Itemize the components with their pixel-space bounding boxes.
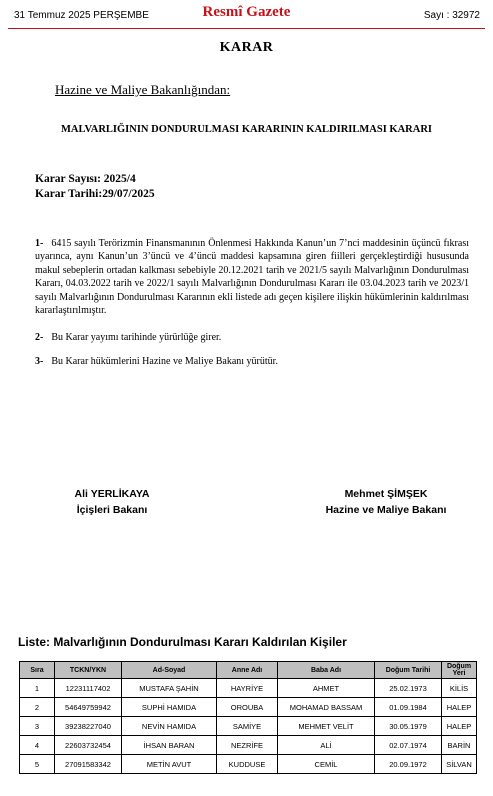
- cell: 22603732454: [55, 736, 122, 755]
- cell: 01.09.1984: [375, 698, 442, 717]
- cell: 5: [20, 755, 55, 774]
- cell: HALEP: [442, 698, 477, 717]
- cell: MOHAMAD BASSAM: [278, 698, 375, 717]
- cell: 30.05.1979: [375, 717, 442, 736]
- cell: HAYRİYE: [217, 679, 278, 698]
- cell: 54649759942: [55, 698, 122, 717]
- decision-subject: MALVARLIĞININ DONDURULMASI KARARININ KALDIRILMASI KARARI: [60, 124, 433, 135]
- header-divider: [8, 28, 485, 29]
- cell: AHMET: [278, 679, 375, 698]
- table-row: [20, 755, 477, 774]
- cell: CEMİL: [278, 755, 375, 774]
- issue-number: Sayı : 32972: [423, 10, 480, 21]
- signature-right: [306, 486, 466, 518]
- cell: HALEP: [442, 717, 477, 736]
- gazette-header: [0, 0, 493, 30]
- cell: 1: [20, 679, 55, 698]
- issue-date: 31 Temmuz 2025 PERŞEMBE: [14, 10, 149, 21]
- cell: NEZRİFE: [217, 736, 278, 755]
- document-title: KARAR: [219, 40, 274, 55]
- article-number: 2-: [35, 332, 44, 343]
- article-text: Bu Karar hükümlerini Hazine ve Maliye Bakanı yürütür.: [51, 356, 278, 367]
- cell: 27091583342: [55, 755, 122, 774]
- cell: MUSTAFA ŞAHİN: [122, 679, 217, 698]
- cell: OROUBA: [217, 698, 278, 717]
- cell: 4: [20, 736, 55, 755]
- cell: NEVİN HAMIDA: [122, 717, 217, 736]
- table-row: [20, 717, 477, 736]
- column-header: Ad-Soyad: [122, 662, 217, 679]
- column-header: TCKN/YKN: [55, 662, 122, 679]
- gazette-name: Resmî Gazete: [202, 4, 291, 20]
- list-title: Liste: Malvarlığının Dondurulması Kararı Kaldırılan Kişiler: [18, 635, 347, 649]
- cell: 39238227040: [55, 717, 122, 736]
- cell: 25.02.1973: [375, 679, 442, 698]
- article-number: 1-: [35, 238, 44, 249]
- persons-table: [19, 661, 477, 774]
- signatory-name: Ali YERLİKAYA: [74, 488, 150, 500]
- ministry-line: Hazine ve Maliye Bakanlığından:: [55, 82, 231, 97]
- article-3: [35, 355, 469, 368]
- signature-left: [42, 486, 182, 518]
- signatory-role: İçişleri Bakanı: [76, 504, 148, 516]
- cell: 2: [20, 698, 55, 717]
- cell: KUDDUSE: [217, 755, 278, 774]
- decision-number: Karar Sayısı: 2025/4: [35, 173, 136, 185]
- cell: SUPHİ HAMIDA: [122, 698, 217, 717]
- article-number: 3-: [35, 356, 44, 367]
- decision-date: Karar Tarihi:29/07/2025: [35, 188, 155, 200]
- column-header: Sıra: [20, 662, 55, 679]
- cell: BARİN: [442, 736, 477, 755]
- table-row: [20, 736, 477, 755]
- table-row: [20, 698, 477, 717]
- article-2: [35, 331, 469, 344]
- cell: MEHMET VELİT: [278, 717, 375, 736]
- cell: 12231117402: [55, 679, 122, 698]
- column-header: Doğum Tarihi: [375, 662, 442, 679]
- article-1: [35, 237, 469, 317]
- cell: ALİ: [278, 736, 375, 755]
- cell: 3: [20, 717, 55, 736]
- cell: SİLVAN: [442, 755, 477, 774]
- cell: İHSAN BARAN: [122, 736, 217, 755]
- column-header: Anne Adı: [217, 662, 278, 679]
- cell: METİN AVUT: [122, 755, 217, 774]
- signatory-role: Hazine ve Maliye Bakanı: [325, 504, 447, 516]
- column-header: Doğum Yeri: [442, 662, 477, 679]
- cell: SAMİYE: [217, 717, 278, 736]
- table-row: [20, 679, 477, 698]
- table-header-row: [20, 662, 477, 679]
- signatory-name: Mehmet ŞİMŞEK: [344, 488, 428, 500]
- article-text: Bu Karar yayımı tarihinde yürürlüğe girer.: [51, 332, 222, 343]
- column-header: Baba Adı: [278, 662, 375, 679]
- cell: KİLİS: [442, 679, 477, 698]
- cell: 02.07.1974: [375, 736, 442, 755]
- cell: 20.09.1972: [375, 755, 442, 774]
- article-text: 6415 sayılı Terörizmin Finansmanının Önlenmesi Hakkında Kanun’un 7’nci maddesinin üçüncü fıkrası uyarınca, aynı Kanun’un 3’üncü ve 4’üncü maddesi kapsamına giren fiilleri gerçekleştirdiği hususunda makul sebeplerin ortadan kalkması sebebiyle 20.12.2021 tarih ve 2021/5 sayılı Malvarlığının Dondurulması Kararı, 04.03.2022 tarih ve 2022/1 sayılı Malvarlığının Dondurulması Kararı ile 03.04.2023 tarih ve 2023/1 sayılı Malvarlığının Dondurulması Kararının ekli listede adı geçen kişilere ilişkin hükümlerinin kaldırılması kararlaştırılmıştır.: [35, 238, 469, 317]
